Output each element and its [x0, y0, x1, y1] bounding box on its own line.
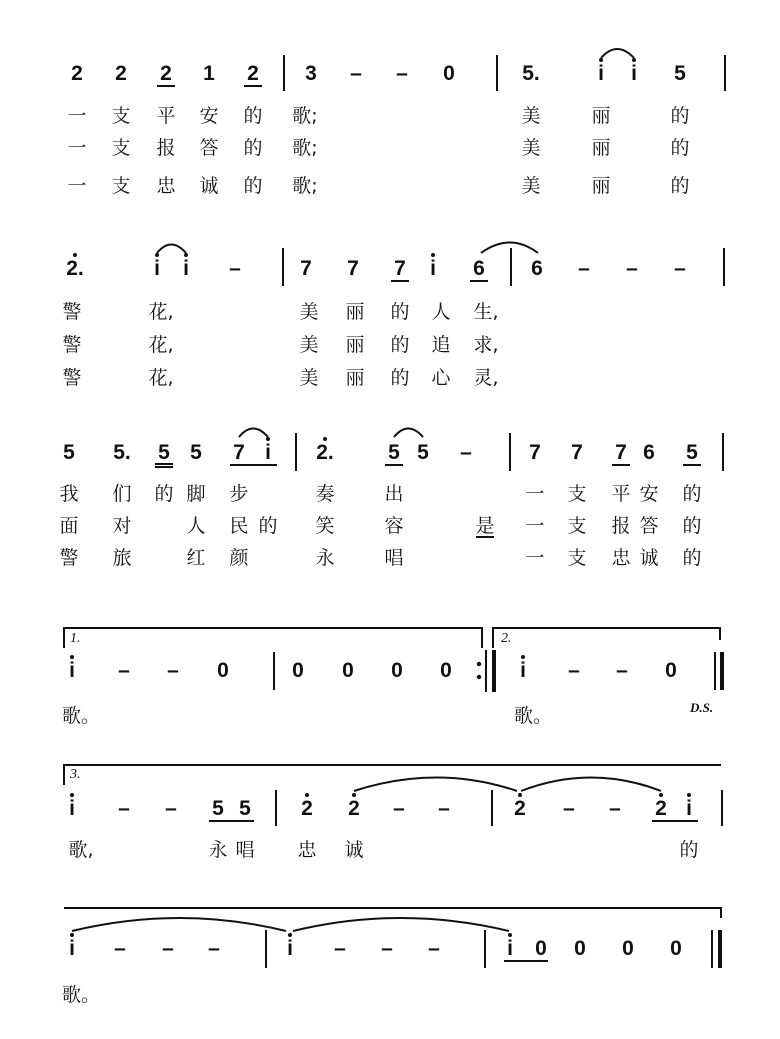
- da-segno-mark: D.S.: [690, 700, 714, 715]
- lyric: 我: [59, 483, 79, 505]
- note: 5: [388, 441, 400, 464]
- note: 7: [615, 441, 627, 464]
- note: 0: [342, 659, 354, 682]
- note: 5.: [113, 441, 131, 464]
- note: –: [350, 62, 362, 85]
- lyric: 美: [299, 301, 319, 323]
- lyric: 一: [67, 175, 87, 197]
- note: –: [114, 937, 126, 960]
- note: 2: [301, 797, 313, 820]
- lyric: 忠: [611, 547, 631, 569]
- octave-dot: [659, 793, 663, 797]
- note: –: [438, 797, 450, 820]
- lyric: 警: [62, 301, 82, 323]
- lyric: 的: [670, 137, 690, 159]
- lyric: 一: [525, 483, 545, 505]
- note: –: [229, 257, 241, 280]
- lyric: 的: [258, 515, 278, 537]
- lyric: 的: [390, 334, 410, 356]
- note: 0: [622, 937, 634, 960]
- note: 2: [348, 797, 360, 820]
- lyric: 红: [186, 547, 206, 569]
- lyric: 容: [384, 515, 404, 537]
- lyric: 笑: [315, 515, 335, 537]
- note: i: [183, 257, 189, 280]
- octave-dot: [599, 58, 603, 62]
- note: 2: [514, 797, 526, 820]
- note: i: [265, 441, 271, 464]
- lyric: 永: [315, 547, 335, 569]
- lyric: 的: [390, 367, 410, 389]
- note: 5: [190, 441, 202, 464]
- octave-dot: [70, 793, 74, 797]
- lyric: 忠: [297, 839, 317, 861]
- lyric: 安: [199, 105, 219, 127]
- octave-dot: [521, 655, 525, 659]
- slur: [394, 429, 423, 438]
- volta-1-label: 1.: [70, 631, 81, 646]
- lyric: 是: [475, 515, 495, 537]
- lyric: 丽: [591, 175, 611, 197]
- lyric: 的: [682, 515, 702, 537]
- lyric: 一: [67, 137, 87, 159]
- octave-dot: [288, 933, 292, 937]
- note: 0: [217, 659, 229, 682]
- note: 5.: [522, 62, 540, 85]
- note: 1: [203, 62, 215, 85]
- note: 5: [686, 441, 698, 464]
- lyric: 歌;: [292, 175, 318, 197]
- tie: [521, 778, 661, 792]
- note: 7: [571, 441, 583, 464]
- lyric: 安: [639, 483, 659, 505]
- lyric: 歌;: [292, 137, 318, 159]
- lyric: 的: [390, 301, 410, 323]
- slur: [239, 429, 268, 438]
- lyric: 美: [521, 175, 541, 197]
- lyric: 一: [525, 547, 545, 569]
- octave-dot: [632, 58, 636, 62]
- note: 5: [417, 441, 429, 464]
- note: –: [460, 441, 472, 464]
- repeat-dot: [477, 675, 481, 679]
- lyric: 花,: [148, 367, 174, 389]
- note: 5: [158, 441, 170, 464]
- note: 5: [674, 62, 686, 85]
- note: –: [162, 937, 174, 960]
- lyric: 一: [525, 515, 545, 537]
- volta-bracket: [64, 908, 721, 918]
- note: 0: [443, 62, 455, 85]
- note: i: [507, 937, 513, 960]
- lyric: 歌。: [61, 984, 100, 1006]
- tie: [293, 918, 509, 931]
- lyric: 美: [299, 367, 319, 389]
- note: 0: [670, 937, 682, 960]
- lyric: 诚: [344, 839, 364, 861]
- slur: [157, 245, 186, 254]
- note: 2: [655, 797, 667, 820]
- note: –: [118, 659, 130, 682]
- lyric: 忠: [156, 175, 176, 197]
- note: 6: [473, 257, 485, 280]
- note: –: [334, 937, 346, 960]
- octave-dot: [70, 655, 74, 659]
- octave-dot: [184, 253, 188, 257]
- note: –: [616, 659, 628, 682]
- lyric: 人: [431, 301, 451, 323]
- volta-bracket: [493, 628, 720, 648]
- lyric: 警: [62, 334, 82, 356]
- note: 0: [665, 659, 677, 682]
- lyric: 的: [682, 547, 702, 569]
- note: 5: [239, 797, 251, 820]
- lyric: 的: [670, 175, 690, 197]
- note: i: [686, 797, 692, 820]
- octave-dot: [266, 437, 270, 441]
- note: 5: [63, 441, 75, 464]
- note: –: [563, 797, 575, 820]
- note: 2.: [66, 257, 84, 280]
- note: i: [520, 659, 526, 682]
- note: –: [393, 797, 405, 820]
- note: 7: [233, 441, 245, 464]
- lyric: 美: [299, 334, 319, 356]
- note: i: [631, 62, 637, 85]
- lyric: 美: [521, 137, 541, 159]
- lyric: 人: [186, 515, 206, 537]
- lyric: 一: [67, 105, 87, 127]
- lyric: 答: [639, 515, 659, 537]
- lyric: 支: [111, 137, 131, 159]
- note: i: [69, 659, 75, 682]
- lyric: 唱: [235, 839, 255, 861]
- lyric: 的: [682, 483, 702, 505]
- repeat-dot: [477, 662, 481, 666]
- lyric: 的: [243, 175, 263, 197]
- octave-dot: [323, 437, 327, 441]
- lyric: 花,: [148, 301, 174, 323]
- note: 7: [347, 257, 359, 280]
- lyric: 生,: [473, 301, 499, 323]
- octave-dot: [687, 793, 691, 797]
- note: –: [165, 797, 177, 820]
- lyric: 支: [567, 483, 587, 505]
- volta-2-label: 2.: [501, 631, 512, 646]
- lyric: 报: [156, 137, 176, 159]
- lyric: 对: [112, 515, 132, 537]
- lyric: 诚: [199, 175, 219, 197]
- lyric: 追: [431, 334, 451, 356]
- lyric: 们: [112, 483, 132, 505]
- lyric: 唱: [384, 547, 404, 569]
- lyric: 丽: [345, 367, 365, 389]
- octave-dot: [518, 793, 522, 797]
- lyric: 歌。: [61, 705, 100, 727]
- note: 2: [115, 62, 127, 85]
- note: 7: [300, 257, 312, 280]
- lyric: 丽: [591, 105, 611, 127]
- lyric: 报: [611, 515, 631, 537]
- note: i: [69, 797, 75, 820]
- lyric: 的: [243, 105, 263, 127]
- lyric: 的: [154, 483, 174, 505]
- lyric: 支: [567, 515, 587, 537]
- octave-dot: [305, 793, 309, 797]
- note: –: [381, 937, 393, 960]
- note: 5: [212, 797, 224, 820]
- volta-3-label: 3.: [70, 767, 81, 782]
- note: –: [167, 659, 179, 682]
- lyric: 的: [243, 137, 263, 159]
- octave-dot: [73, 253, 77, 257]
- note: 0: [535, 937, 547, 960]
- note: –: [428, 937, 440, 960]
- lyric: 平: [156, 105, 176, 127]
- lyric: 歌;: [292, 105, 318, 127]
- lyric: 警: [62, 367, 82, 389]
- note: i: [430, 257, 436, 280]
- note: i: [598, 62, 604, 85]
- lyric: 歌,: [68, 839, 94, 861]
- note: –: [578, 257, 590, 280]
- lyric: 脚: [186, 483, 206, 505]
- lyric: 求,: [473, 334, 499, 356]
- note: 6: [531, 257, 543, 280]
- note: i: [69, 937, 75, 960]
- slur: [601, 49, 634, 58]
- note: 2: [160, 62, 172, 85]
- lyric: 丽: [345, 301, 365, 323]
- note: –: [208, 937, 220, 960]
- note: 2: [247, 62, 259, 85]
- note: –: [118, 797, 130, 820]
- note: –: [626, 257, 638, 280]
- note: 7: [529, 441, 541, 464]
- lyric: 的: [679, 839, 699, 861]
- tie: [354, 778, 517, 792]
- note: 2: [71, 62, 83, 85]
- note: i: [287, 937, 293, 960]
- lyric: 诚: [639, 547, 659, 569]
- lyric: 旅: [112, 547, 132, 569]
- lyric: 出: [384, 483, 404, 505]
- note: –: [609, 797, 621, 820]
- lyric: 支: [111, 105, 131, 127]
- note: 7: [394, 257, 406, 280]
- note: i: [154, 257, 160, 280]
- lyric: 民: [229, 515, 249, 537]
- lyric: 丽: [591, 137, 611, 159]
- slur: [481, 243, 538, 254]
- lyric: 面: [59, 515, 79, 537]
- note: 0: [292, 659, 304, 682]
- note: –: [568, 659, 580, 682]
- note: 0: [440, 659, 452, 682]
- octave-dot: [155, 253, 159, 257]
- note: 3: [305, 62, 317, 85]
- octave-dot: [70, 933, 74, 937]
- lyric: 平: [611, 483, 631, 505]
- note: 0: [391, 659, 403, 682]
- octave-dot: [508, 933, 512, 937]
- lyric: 步: [229, 483, 249, 505]
- lyric: 奏: [315, 483, 335, 505]
- lyric: 警: [59, 547, 79, 569]
- octave-dot: [431, 253, 435, 257]
- lyric: 永: [208, 839, 228, 861]
- lyric: 答: [199, 137, 219, 159]
- volta-bracket: [64, 628, 482, 648]
- lyric: 灵,: [473, 367, 499, 389]
- lyric: 丽: [345, 334, 365, 356]
- lyric: 的: [670, 105, 690, 127]
- note: –: [396, 62, 408, 85]
- lyric: 支: [111, 175, 131, 197]
- lyric: 花,: [148, 334, 174, 356]
- tie: [72, 918, 286, 931]
- lyric: 支: [567, 547, 587, 569]
- lyric: 美: [521, 105, 541, 127]
- lyric: 心: [431, 367, 451, 389]
- note: 6: [643, 441, 655, 464]
- note: 0: [574, 937, 586, 960]
- note: 2.: [316, 441, 334, 464]
- lyric: 颜: [229, 547, 249, 569]
- octave-dot: [352, 793, 356, 797]
- lyric: 歌。: [513, 705, 552, 727]
- note: –: [674, 257, 686, 280]
